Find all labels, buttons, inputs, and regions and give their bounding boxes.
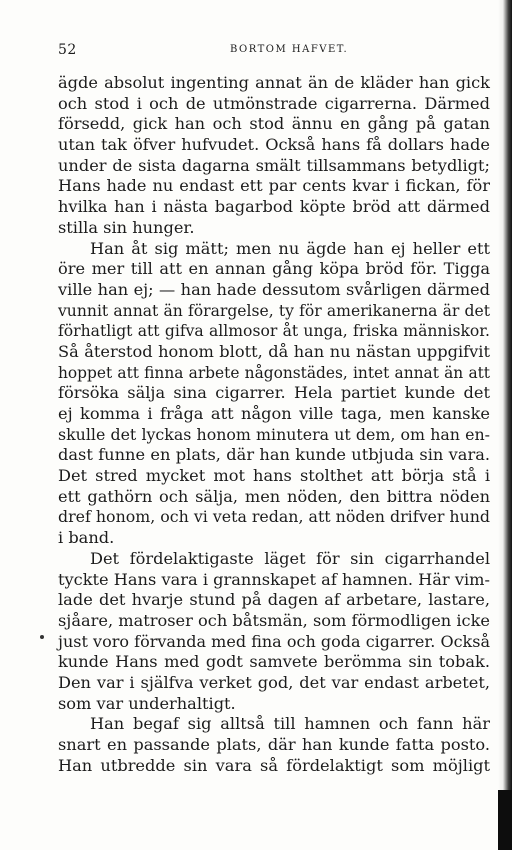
paragraph-end-line: som var underhaltigt. bbox=[58, 693, 236, 713]
text-line: vunnit annat än förargelse, ty för amerikanerna är det bbox=[58, 301, 490, 320]
text-line: Han utbredde sin vara så fördelaktigt som möjligt bbox=[58, 755, 490, 775]
text-line: Den var i själfva verket god, det var endast arbetet, bbox=[58, 672, 490, 692]
text-line: förhatligt att gifva allmosor åt unga, friska människor. bbox=[58, 322, 490, 341]
paragraph-start-line: Han begaf sig alltså till hamnen och fann här bbox=[90, 714, 490, 734]
text-line: hoppet att finna arbete någonstädes, intet annat än att bbox=[58, 363, 490, 382]
page-edge-shadow bbox=[498, 0, 512, 850]
text-line: Hans hade nu endast ett par cents kvar i fickan, för bbox=[58, 176, 490, 196]
text-line: hvilka han i nästa bagarbod köpte bröd att därmed bbox=[58, 197, 490, 217]
page-number: 52 bbox=[58, 42, 77, 58]
paragraph-start-line: Han åt sig mätt; men nu ägde han ej heller ett bbox=[90, 238, 490, 258]
text-line: försöka sälja sina cigarrer. Hela partiet kunde det bbox=[58, 383, 490, 403]
margin-ink-mark bbox=[40, 635, 44, 639]
text-line: kunde Hans med godt samvete berömma sin tobak. bbox=[58, 652, 490, 672]
text-line: dast funne en plats, där han kunde utbjuda sin vara. bbox=[58, 445, 490, 465]
text-line: ett gathörn och sälja, men nöden, den bittra nöden bbox=[58, 486, 490, 506]
page-header bbox=[58, 42, 490, 62]
text-line: och stod i och de utmönstrade cigarrerna. Därmed bbox=[58, 93, 490, 113]
text-line: Så återstod honom blott, då han nu nästan uppgifvit bbox=[58, 341, 490, 361]
text-line: under de sista dagarna smält tillsammans betydligt; bbox=[58, 155, 490, 175]
text-line: ej komma i fråga att någon ville taga, men kanske bbox=[58, 404, 490, 423]
running-title: BORTOM HAFVET. bbox=[230, 44, 349, 55]
text-line: försedd, gick han och stod ännu en gång på gatan bbox=[58, 114, 490, 134]
text-line: ville han ej; — han hade dessutom svårligen därmed bbox=[58, 279, 490, 299]
text-line: tyckte Hans vara i grannskapet af hamnen. Här vim- bbox=[58, 569, 490, 589]
body-text bbox=[58, 73, 490, 776]
text-line: dref honom, och vi veta redan, att nöden drifver hund bbox=[58, 507, 491, 527]
text-line: skulle det lyckas honom minutera ut dem, om han en- bbox=[58, 424, 490, 444]
page-corner-shadow bbox=[498, 790, 512, 850]
text-line: utan tak öfver hufvudet. Också hans få dollars hade bbox=[58, 135, 490, 155]
text-line: öre mer till att en annan gång köpa bröd för. Tigga bbox=[58, 259, 490, 279]
paragraph-start-line: Det fördelaktigaste läget för sin cigarrhandel bbox=[90, 548, 490, 568]
text-line: sjåare, matroser och båtsmän, som förmodligen icke bbox=[58, 610, 490, 630]
paragraph-end-line: stilla sin hunger. bbox=[58, 217, 195, 237]
text-line: ägde absolut ingenting annat än de kläder han gick bbox=[58, 73, 490, 92]
text-line: just voro förvanda med fina och goda cigarrer. Också bbox=[58, 631, 490, 651]
text-line: lade det hvarje stund på dagen af arbetare, lastare, bbox=[58, 590, 490, 610]
text-line: Det stred mycket mot hans stolthet att börja stå i bbox=[58, 466, 490, 486]
paragraph-end-line: i band. bbox=[58, 528, 115, 548]
text-line: snart en passande plats, där han kunde fatta posto. bbox=[58, 735, 490, 754]
